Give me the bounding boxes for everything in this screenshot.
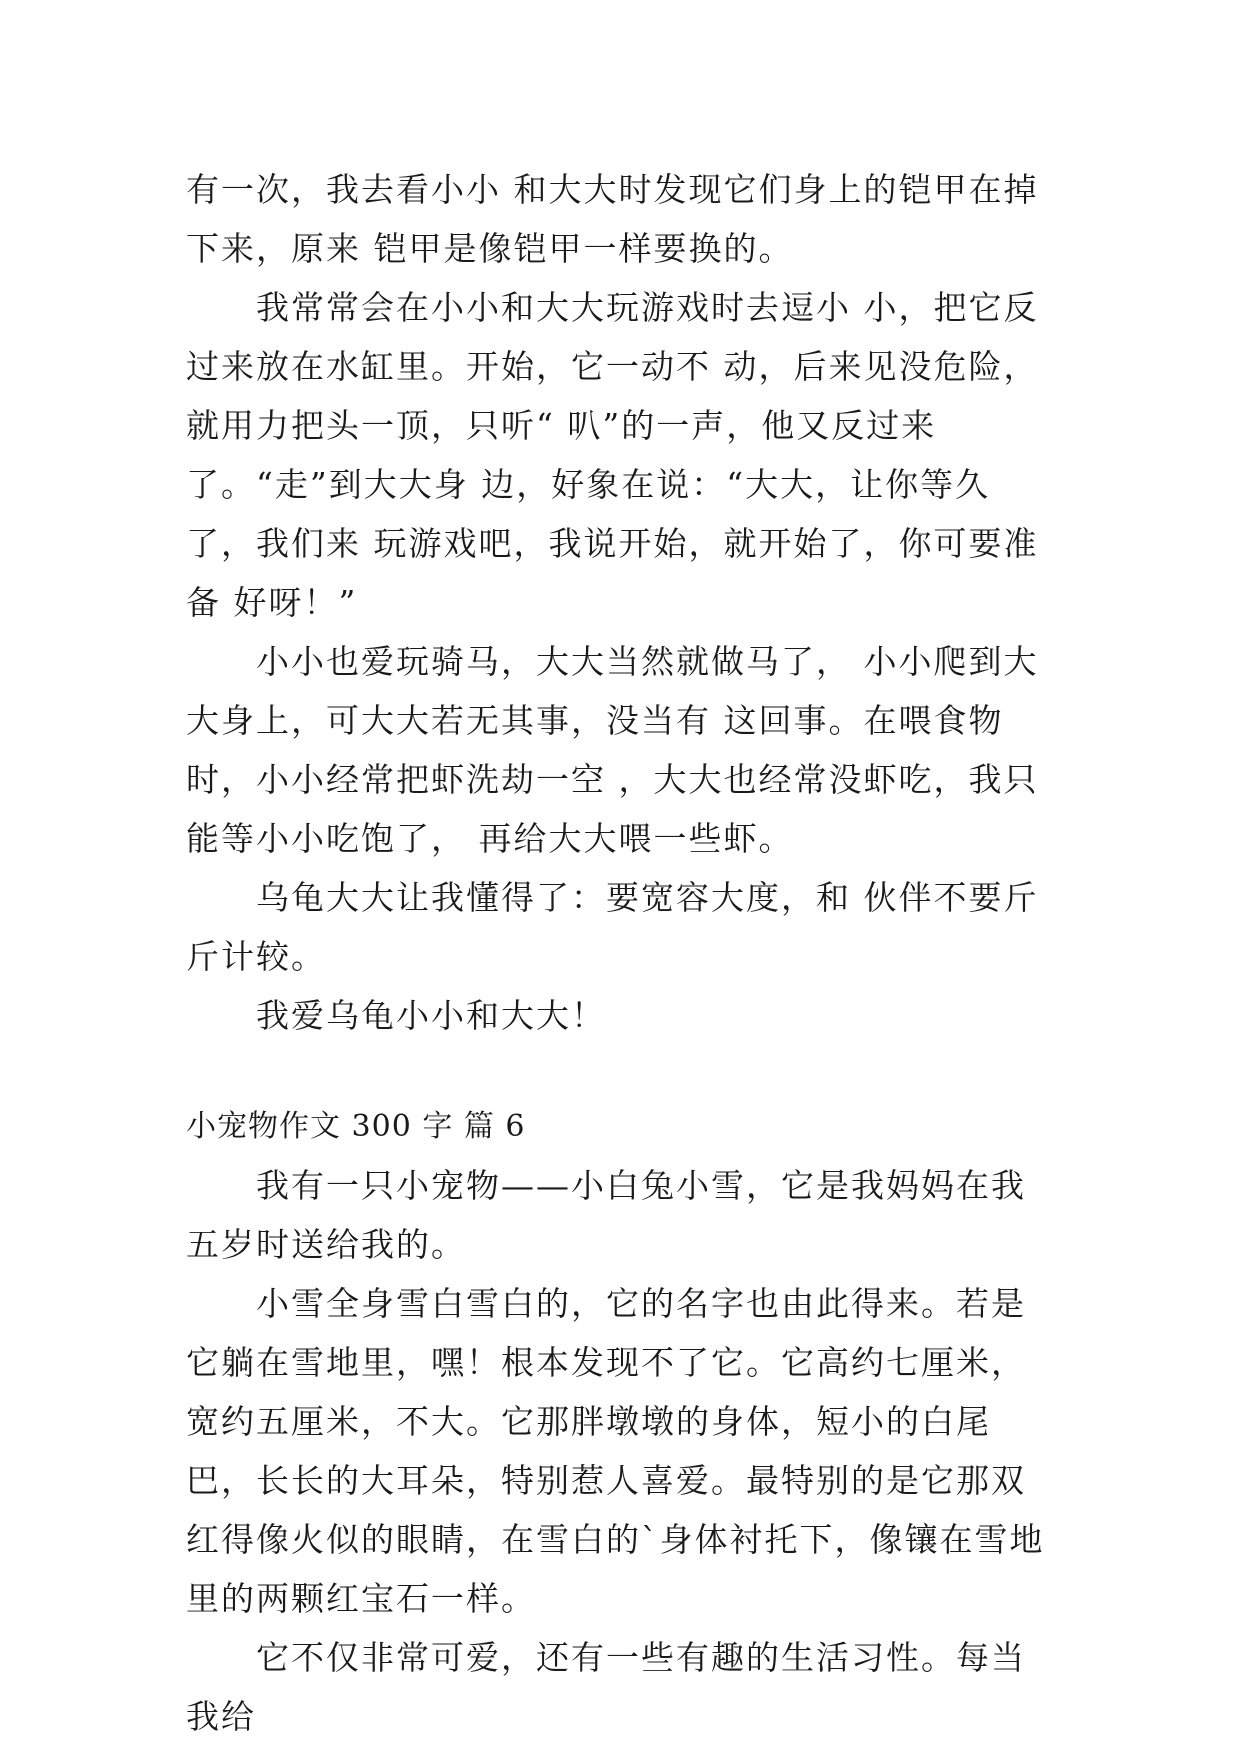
paragraph: 我有一只小宠物——小白兔小雪，它是我妈妈在我五岁时送给我的。: [186, 1166, 1026, 1264]
document-body: [186, 160, 1056, 1746]
paragraph: 它不仅非常可爱，还有一些有趣的生活习性。每当我给: [186, 1638, 1026, 1736]
section-spacer: [186, 1045, 1056, 1097]
paragraph: 小小也爱玩骑马，大大当然就做马了， 小小爬到大大身上，可大大若无其事，没当有 这回事。在喂食物时，小小经常把虾洗劫一空 ，大大也经常没虾吃，我只能等小小吃饱了， 再给大大喂一些虾。: [186, 642, 1039, 858]
paragraph: 乌龟大大让我懂得了：要宽容大度，和 伙伴不要斤斤计较。: [186, 878, 1039, 976]
paragraph: 小雪全身雪白雪白的，它的名字也由此得来。若是它躺在雪地里，嘿！根本发现不了它。它高约七厘米，宽约五厘米，不大。它那胖墩墩的身体，短小的白尾巴，长长的大耳朵，特别惹人喜爱。最特别的是它那双红得像火似的眼睛，在雪白的`身体衬托下，像镶在雪地里的两颗红宝石一样。: [186, 1284, 1045, 1618]
section-heading: 小宠物作文 300 字 篇 6: [186, 1109, 526, 1144]
paragraph: 我常常会在小小和大大玩游戏时去逗小 小，把它反过来放在水缸里。开始，它一动不 动，后来见没危险，就用力把头一顶，只听“ 叭”的一声，他又反过来了。“走”到大大身 边，好象在说：“大大，让你等久了，我们来 玩游戏吧，我说开始，就开始了，你可要准备 好呀！”: [186, 288, 1039, 622]
paragraph: 我爱乌龟小小和大大！: [256, 996, 606, 1035]
paragraph: 有一次，我去看小小 和大大时发现它们身上的铠甲在掉下来，原来 铠甲是像铠甲一样要换的。: [186, 170, 1039, 268]
